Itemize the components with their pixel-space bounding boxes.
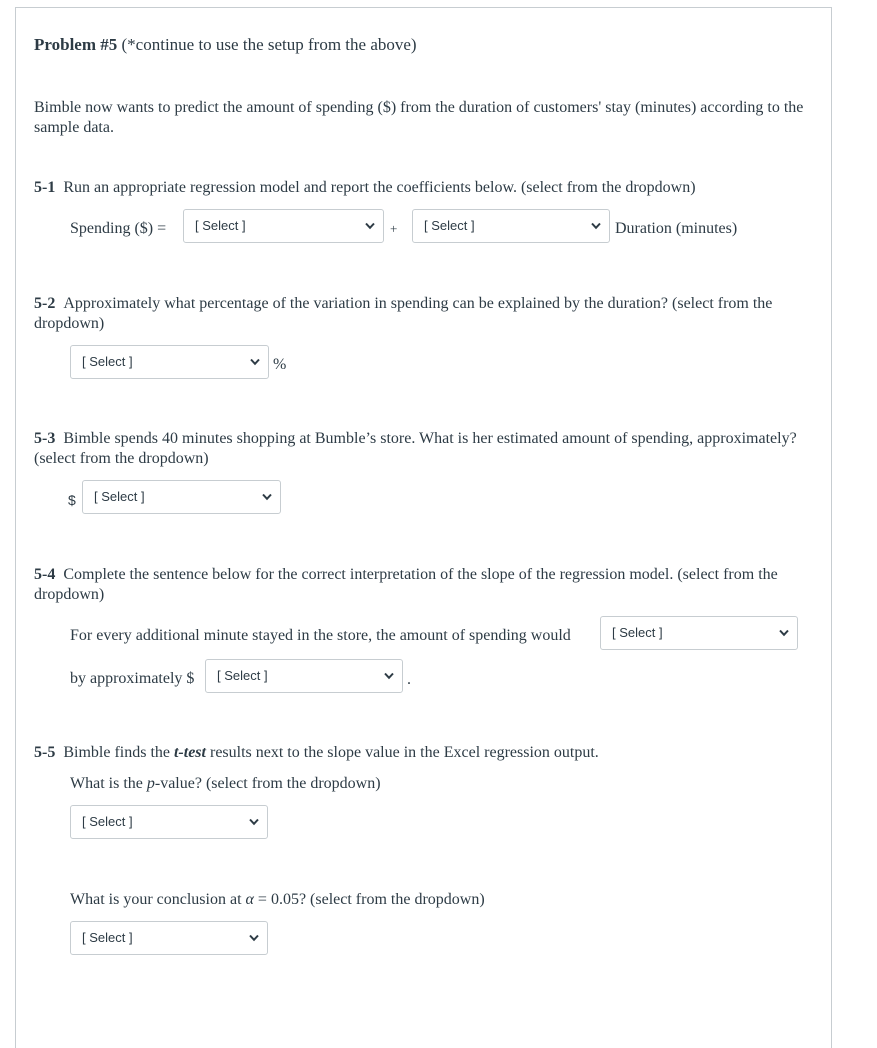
chevron-down-icon: [365, 222, 375, 230]
direction-select[interactable]: [ Select ]: [600, 616, 798, 650]
question-5-4: 5-4 Complete the sentence below for the correct interpretation of the slope of the regression model. (select from the dropdown): [34, 566, 778, 603]
plus-sign: +: [390, 221, 398, 236]
conclusion-select[interactable]: [ Select ]: [70, 921, 268, 955]
pvalue-select[interactable]: [ Select ]: [70, 805, 268, 839]
equation-rhs: Duration (minutes): [615, 220, 738, 237]
currency-sign: $: [68, 492, 76, 508]
chevron-down-icon: [262, 493, 272, 501]
interpretation-sentence-b: by approximately $: [70, 670, 195, 687]
intercept-select[interactable]: [ Select ]: [183, 209, 384, 243]
question-5-1: 5-1 Run an appropriate regression model and report the coefficients below. (select from the dropdown): [34, 179, 696, 196]
chevron-down-icon: [384, 672, 394, 680]
slope-select[interactable]: [ Select ]: [412, 209, 610, 243]
pvalue-question: What is the p-value? (select from the dropdown): [70, 775, 381, 792]
percent-sign: %: [273, 356, 287, 373]
sentence-period: .: [407, 671, 411, 688]
question-5-2: 5-2 Approximately what percentage of the variation in spending can be explained by the duration? (select from the dropdown): [34, 295, 773, 332]
interpretation-sentence-a: For every additional minute stayed in the store, the amount of spending would: [70, 627, 571, 644]
chevron-down-icon: [591, 222, 601, 230]
question-5-3: 5-3 Bimble spends 40 minutes shopping at Bumble’s store. What is her estimated amount of spending, approximately? (select from the dropdown): [34, 430, 797, 467]
problem-intro: Bimble now wants to predict the amount of spending ($) from the duration of customers' stay (minutes) according to the sample data.: [34, 99, 804, 136]
problem-title: Problem #5 (*continue to use the setup from the above): [34, 35, 417, 54]
question-5-5: 5-5 Bimble finds the t-test results next to the slope value in the Excel regression output.: [34, 744, 599, 761]
chevron-down-icon: [249, 818, 259, 826]
slope-amount-select[interactable]: [ Select ]: [205, 659, 403, 693]
spending-estimate-select[interactable]: [ Select ]: [82, 480, 281, 514]
equation-lhs: Spending ($) =: [70, 220, 167, 237]
percentage-select[interactable]: [ Select ]: [70, 345, 269, 379]
conclusion-question: What is your conclusion at α = 0.05? (select from the dropdown): [70, 891, 485, 908]
chevron-down-icon: [250, 358, 260, 366]
chevron-down-icon: [249, 934, 259, 942]
chevron-down-icon: [779, 629, 789, 637]
